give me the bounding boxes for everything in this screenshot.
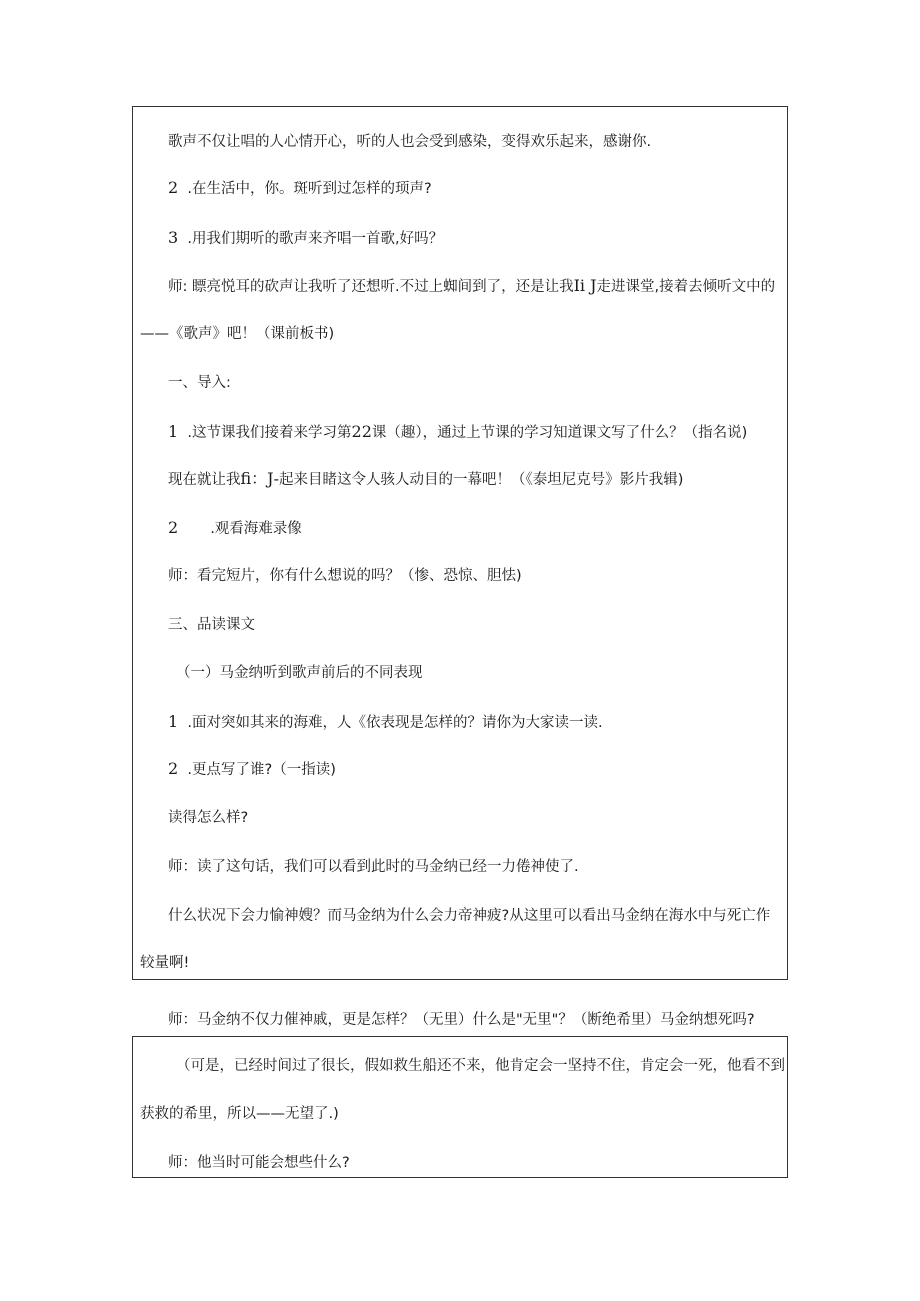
list-number: 2 [168,178,179,197]
text-line: 1 .这节课我们接着来学习第22课（趣），通过上节课的学习知道课文写了什么？（指名说) [168,422,748,441]
text-line: 1 .面对突如其来的海难，人《依表现是怎样的？请你为大家读一读. [168,712,603,731]
text-line: 2 .在生活中，你。斑听到过怎样的顼声? [168,178,432,197]
text-line: 2 .更点写了谁?（一指读) [168,759,336,778]
text-line: 师：马金纳不仅力催神戚，更是怎样？（无里）什么是"无里"？（断绝希里）马金纳想死吗? [168,1012,755,1028]
list-number: 2 [168,518,179,537]
text-line: 读得怎么样? [168,810,249,826]
lesson-number: 22 [351,422,372,441]
text-line: 3 .用我们期听的歌声来齐唱一首歌,好吗？ [168,228,444,247]
text-line: 师: 瞟亮悦耳的砍声让我听了还想听.不过上蜘间到了，还是让我Ii J走进课堂,接着去倾听文中的 [168,276,776,295]
subsection-heading: （一）马金纳听到歌声前后的不同表现 [176,665,423,681]
text-line: （可是，已经时间过了很长，假如救生船还不来，他肯定会一坚持不住，肯定会一死，他看不到 [176,1058,785,1074]
text-line: 师：看完短片，你有什么想说的吗？（惨、恐惊、胆怯) [168,568,522,584]
text-line: 获救的希里，所以——无望了.) [140,1106,339,1122]
text-line: 什么状况下会力愉神嫂？而马金纳为什么会力帝神疲?从这里可以看出马金纳在海水中与死亡作 [168,908,771,924]
list-number: 1 [168,422,179,441]
list-number: 1 [168,712,179,731]
list-number: 3 [168,228,179,247]
section-heading: 三、品读课文 [168,617,255,633]
text-line: 师：他当时可能会想些什么? [168,1155,350,1171]
text-line: 较量啊! [140,955,190,971]
text-line: 师：读了这句话，我们可以看到此时的马金纳已经一力倦神使了. [168,859,579,875]
text-line: 歌声不仅让唱的人心情开心，听的人也会受到感染，变得欢乐起来，感谢你. [168,134,652,150]
section-heading: 一、导入: [168,375,231,391]
text-line: 现在就让我fi：J-起来目睹这令人骇人动目的一幕吧！（《泰坦尼克号》影片我辑) [168,469,684,488]
list-number: 2 [168,759,179,778]
text-line: ——《歌声》吧！（课前板书) [140,326,335,342]
ocr-fragment: fi：J- [240,469,279,488]
text-line: 2 .观看海难录像 [168,518,302,537]
ocr-fragment: Ii J [573,276,597,295]
